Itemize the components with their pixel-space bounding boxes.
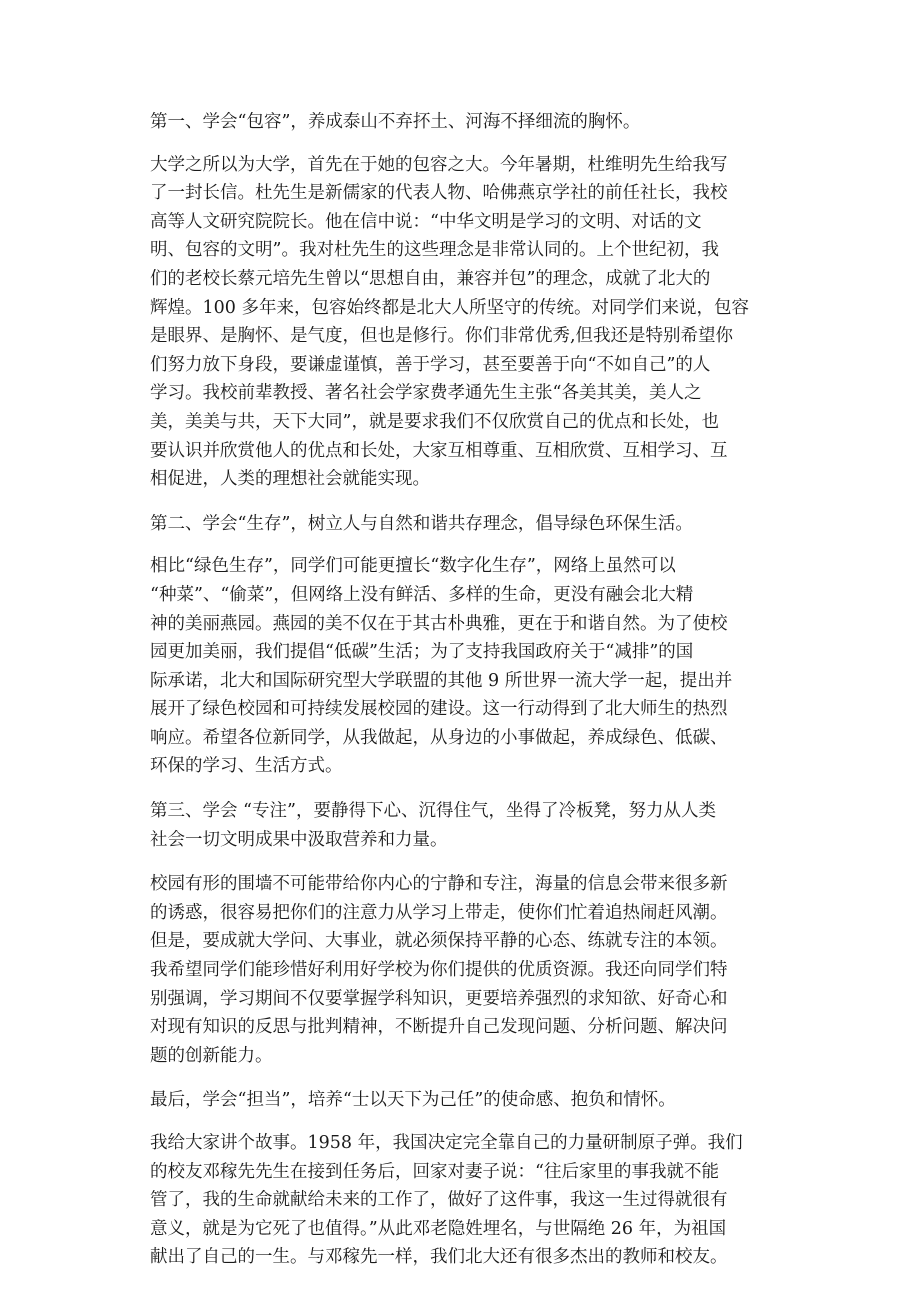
text-line: 献出了自己的一生。与邓稼先一样，我们北大还有很多杰出的教师和校友。 bbox=[150, 1247, 728, 1268]
text-line: 际承诺，北大和国际研究型大学联盟的其他 9 所世界一流大学一起，提出并 bbox=[150, 670, 733, 691]
text-line: “种菜”、“偷菜”，但网络上没有鲜活、多样的生命，更没有融会北大精 bbox=[150, 584, 694, 605]
text-line: 环保的学习、生活方式。 bbox=[150, 756, 343, 777]
text-line: 但是，要成就大学问、大事业，就必须保持平静的心态、练就专注的本领。 bbox=[150, 931, 728, 952]
text-line: 的校友邓稼先先生在接到任务后，回家对妻子说：“往后家里的事我就不能 bbox=[150, 1161, 719, 1182]
text-line: 我给大家讲个故事。1958 年，我国决定完全靠自己的力量研制原子弹。我们 bbox=[150, 1133, 743, 1153]
text-line: 的诱惑，很容易把你们的注意力从学习上带走，使你们忙着追热闹赶风潮。 bbox=[150, 902, 728, 923]
section-heading-survival bbox=[150, 510, 780, 539]
text-line: 相比“绿色生存”，同学们可能更擅长“数字化生存”，网络上虽然可以 bbox=[150, 556, 676, 577]
text-line: 了一封长信。杜先生是新儒家的代表人物、哈佛燕京学社的前任社长，我校 bbox=[150, 183, 728, 204]
text-line: 高等人文研究院院长。他在信中说：“中华文明是学习的文明、对话的文 bbox=[150, 211, 702, 232]
text-line: 相促进，人类的理想社会就能实现。 bbox=[150, 469, 430, 490]
text-line: 意义，就是为它死了也值得。”从此邓老隐姓埋名，与世隔绝 26 年，为祖国 bbox=[150, 1218, 727, 1239]
text-line: 是眼界、是胸怀、是气度，但也是修行。你们非常优秀,但我还是特别希望你 bbox=[150, 326, 734, 347]
text-line: 社会一切文明成果中汲取营养和力量。 bbox=[150, 829, 448, 850]
text-line: 园更加美丽，我们提倡“低碳”生活；为了支持我国政府关于“减排”的国 bbox=[150, 642, 694, 663]
text-line: 校园有形的围墙不可能带给你内心的宁静和专注，海量的信息会带来很多新 bbox=[150, 874, 728, 895]
text-line: 展开了绿色校园和可持续发展校园的建设。这一行动得到了北大师生的热烈 bbox=[150, 699, 728, 720]
text-line: 学习。我校前辈教授、著名社会学家费孝通先生主张“各美其美，美人之 bbox=[150, 383, 702, 404]
text-line: 们的老校长蔡元培先生曾以“思想自由，兼容并包”的理念，成就了北大的 bbox=[150, 268, 711, 289]
section-heading-responsibility bbox=[150, 1086, 780, 1115]
text-line: 响应。希望各位新同学，从我做起，从身边的小事做起，养成绿色、低碳、 bbox=[150, 727, 728, 748]
section-heading-focus bbox=[150, 797, 780, 854]
text-line: 们努力放下身段，要谦虚谨慎，善于学习，甚至要善于向“不如自己”的人 bbox=[150, 354, 711, 375]
text-line: 管了，我的生命就献给未来的工作了，做好了这件事，我这一生过得就很有 bbox=[150, 1190, 728, 1211]
paragraph-inclusiveness bbox=[150, 151, 780, 494]
text-line: 明、包容的文明”。我对杜先生的这些理念是非常认同的。上个世纪初，我 bbox=[150, 240, 719, 261]
text-line: 要认识并欣赏他人的优点和长处，大家互相尊重、互相欣赏、互相学习、互 bbox=[150, 440, 728, 461]
document-body bbox=[150, 108, 780, 1288]
text-line: 我希望同学们能珍惜好利用好学校为你们提供的优质资源。我还向同学们特 bbox=[150, 960, 728, 981]
text-line: 美，美美与共，天下大同”，就是要求我们不仅欣赏自己的优点和长处，也 bbox=[150, 411, 719, 432]
text-line: 第二、学会“生存”，树立人与自然和谐共存理念，倡导绿色环保生活。 bbox=[150, 513, 693, 534]
text-line: 最后，学会“担当”，培养“士以天下为己任”的使命感、抱负和情怀。 bbox=[150, 1090, 676, 1111]
paragraph-responsibility bbox=[150, 1129, 780, 1272]
section-heading-inclusiveness bbox=[150, 108, 780, 137]
text-line: 神的美丽燕园。燕园的美不仅在于其古朴典雅，更在于和谐自然。为了使校 bbox=[150, 613, 728, 634]
text-line: 辉煌。100 多年来，包容始终都是北大人所坚守的传统。对同学们来说，包容 bbox=[150, 297, 749, 318]
text-line: 第一、学会“包容”，养成泰山不弃抔土、河海不择细流的胸怀。 bbox=[150, 112, 641, 132]
text-line: 第三、学会 “专注”，要静得下心、沉得住气，坐得了冷板凳，努力从人类 bbox=[150, 801, 716, 822]
text-line: 大学之所以为大学，首先在于她的包容之大。今年暑期，杜维明先生给我写 bbox=[150, 154, 728, 175]
paragraph-focus bbox=[150, 870, 780, 1070]
text-line: 对现有知识的反思与批判精神，不断提升自己发现问题、分析问题、解决问 bbox=[150, 1017, 728, 1038]
text-line: 题的创新能力。 bbox=[150, 1045, 273, 1066]
paragraph-survival bbox=[150, 552, 780, 781]
text-line: 别强调，学习期间不仅要掌握学科知识，更要培养强烈的求知欲、好奇心和 bbox=[150, 988, 728, 1009]
